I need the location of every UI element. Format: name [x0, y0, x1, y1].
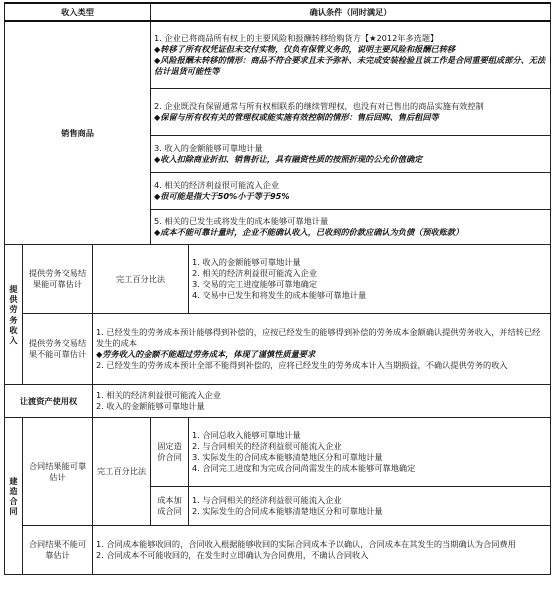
condition-note: ◆劳务收入的金额不能超过劳务成本，体现了谨慎性质量要求 — [96, 349, 316, 359]
condition-text: 1. 已经发生的劳务成本预计能够得到补偿的，应按已经发生的能够得到补偿的劳务成本金额确认提供劳务收入，并结转已经发生的成本 — [96, 327, 541, 349]
labor-reliable-conditions — [189, 245, 551, 314]
labor-reliable-method: 完工百分比法 — [93, 245, 189, 314]
page — [4, 2, 550, 575]
condition-text: 4. 相关的经济利益很可能流入企业 — [154, 180, 280, 191]
fixed-price-conditions — [189, 418, 551, 487]
header-row — [5, 3, 551, 21]
condition-text: 2. 实际发生的合同成本能够清楚地区分和可靠地计量 — [192, 506, 383, 516]
cost-plus-conditions — [189, 487, 551, 526]
condition-text: 1. 合同成本能够收回的，合同收入根据能够收回的实际合同成本予以确认，合同成本在其发生的当期确认为合同费用 — [96, 539, 516, 550]
condition-text: 2. 合同成本不可能收回的，在发生时立即确认为合同费用，不确认合同收入 — [96, 550, 369, 560]
labor-unreliable-row — [5, 314, 551, 385]
construction-unreliable-conditions — [93, 526, 551, 575]
sales-condition-1 — [151, 21, 551, 89]
sales-row-1 — [5, 21, 551, 89]
revenue-recognition-table — [4, 2, 551, 575]
sales-label: 销售商品 — [5, 21, 151, 245]
transfer-label: 让渡资产使用权 — [5, 385, 93, 418]
construction-unreliable-label: 合同结果不能可靠估计 — [23, 526, 93, 575]
sales-condition-4 — [151, 173, 551, 210]
condition-note: ◆风险报酬未转移的情形：商品不符合要求且未予弥补、未完成安装检验且该工作是合同重要组成部分、无法估计退货可能性等 — [154, 55, 546, 76]
sales-condition-2 — [151, 89, 551, 136]
condition-note: ◆转移了所有权凭证但未交付实物，仅负有保管义务的，说明主要风险和报酬已转移 — [154, 44, 456, 55]
condition-text: 2. 收入的金额能够可靠地计量 — [96, 401, 205, 411]
construction-reliable-method: 完工百分比法 — [93, 418, 151, 526]
fixed-price-label: 固定造价合同 — [151, 418, 189, 487]
labor-reliable-row — [5, 245, 551, 314]
condition-text: 2. 与合同相关的经济利益很可能流入企业 — [192, 441, 342, 452]
transfer-conditions — [93, 385, 551, 418]
condition-note: ◆成本不能可靠计量时，企业不能确认收入，已收到的价款应确认为负债（预收账款） — [154, 227, 464, 237]
labor-unreliable-label: 提供劳务交易结果不能可靠估计 — [23, 314, 93, 385]
construction-unreliable-row — [5, 526, 551, 575]
condition-text: 1. 相关的经济利益很可能流入企业 — [96, 390, 222, 401]
condition-text: 2. 相关的经济利益很可能流入企业 — [192, 268, 318, 279]
condition-text: 5. 相关的已发生或将发生的成本能够可靠地计量 — [154, 216, 329, 227]
construction-label: 建 造 合 同 — [5, 418, 23, 575]
condition-text: 3. 实际发生的合同成本能够清楚地区分和可靠地计量 — [192, 452, 383, 462]
condition-text: 3. 交易的完工进度能够可靠地确定 — [192, 279, 318, 289]
condition-text: 1. 与合同相关的经济利益很可能流入企业 — [192, 495, 342, 506]
condition-text: 4. 合同完工进度和为完成合同尚需发生的成本能够可靠地确定 — [192, 462, 416, 473]
condition-text: 3. 收入的金额能够可靠地计量 — [154, 143, 263, 154]
condition-text: 4. 交易中已发生和将发生的成本能够可靠地计量 — [192, 289, 367, 300]
condition-text: 1. 收入的金额能够可靠地计量 — [192, 257, 301, 268]
labor-label: 提 供 劳 务 收 入 — [5, 245, 23, 385]
condition-text: 1. 合同总收入能够可靠地计量 — [192, 430, 301, 441]
sales-condition-5 — [151, 210, 551, 245]
header-conditions: 确认条件（同时满足） — [151, 3, 551, 21]
labor-unreliable-conditions — [93, 314, 551, 385]
header-revenue-type: 收入类型 — [5, 3, 151, 21]
sales-condition-3 — [151, 136, 551, 173]
labor-reliable-label: 提供劳务交易结果能可靠估计 — [23, 245, 93, 314]
condition-note: ◆收入扣除商业折扣、销售折让，具有融资性质的按照折现的公允价值确定 — [154, 154, 423, 164]
construction-reliable-label: 合同结果能可靠估计 — [23, 418, 93, 526]
condition-text: 2. 企业既没有保留通常与所有权相联系的继续管理权，也没有对已售出的商品实施有效控制 — [154, 101, 484, 112]
construction-fixed-row — [5, 418, 551, 487]
condition-note: ◆保留与所有权有关的管理权或能实施有效控制的情形：售后回购、售后租回等 — [154, 112, 439, 122]
condition-text: 1. 企业已将商品所有权上的主要风险和报酬转移给购货方【★2012年多选题】 — [154, 33, 439, 44]
condition-text: 2. 已经发生的劳务成本预计全部不能得到补偿的，应将已经发生的劳务成本计入当期损益，不确认提供劳务的收入 — [96, 359, 508, 370]
cost-plus-label: 成本加成合同 — [151, 487, 189, 526]
transfer-row — [5, 385, 551, 418]
condition-note: ◆很可能是指大于50%小于等于95% — [154, 191, 290, 201]
